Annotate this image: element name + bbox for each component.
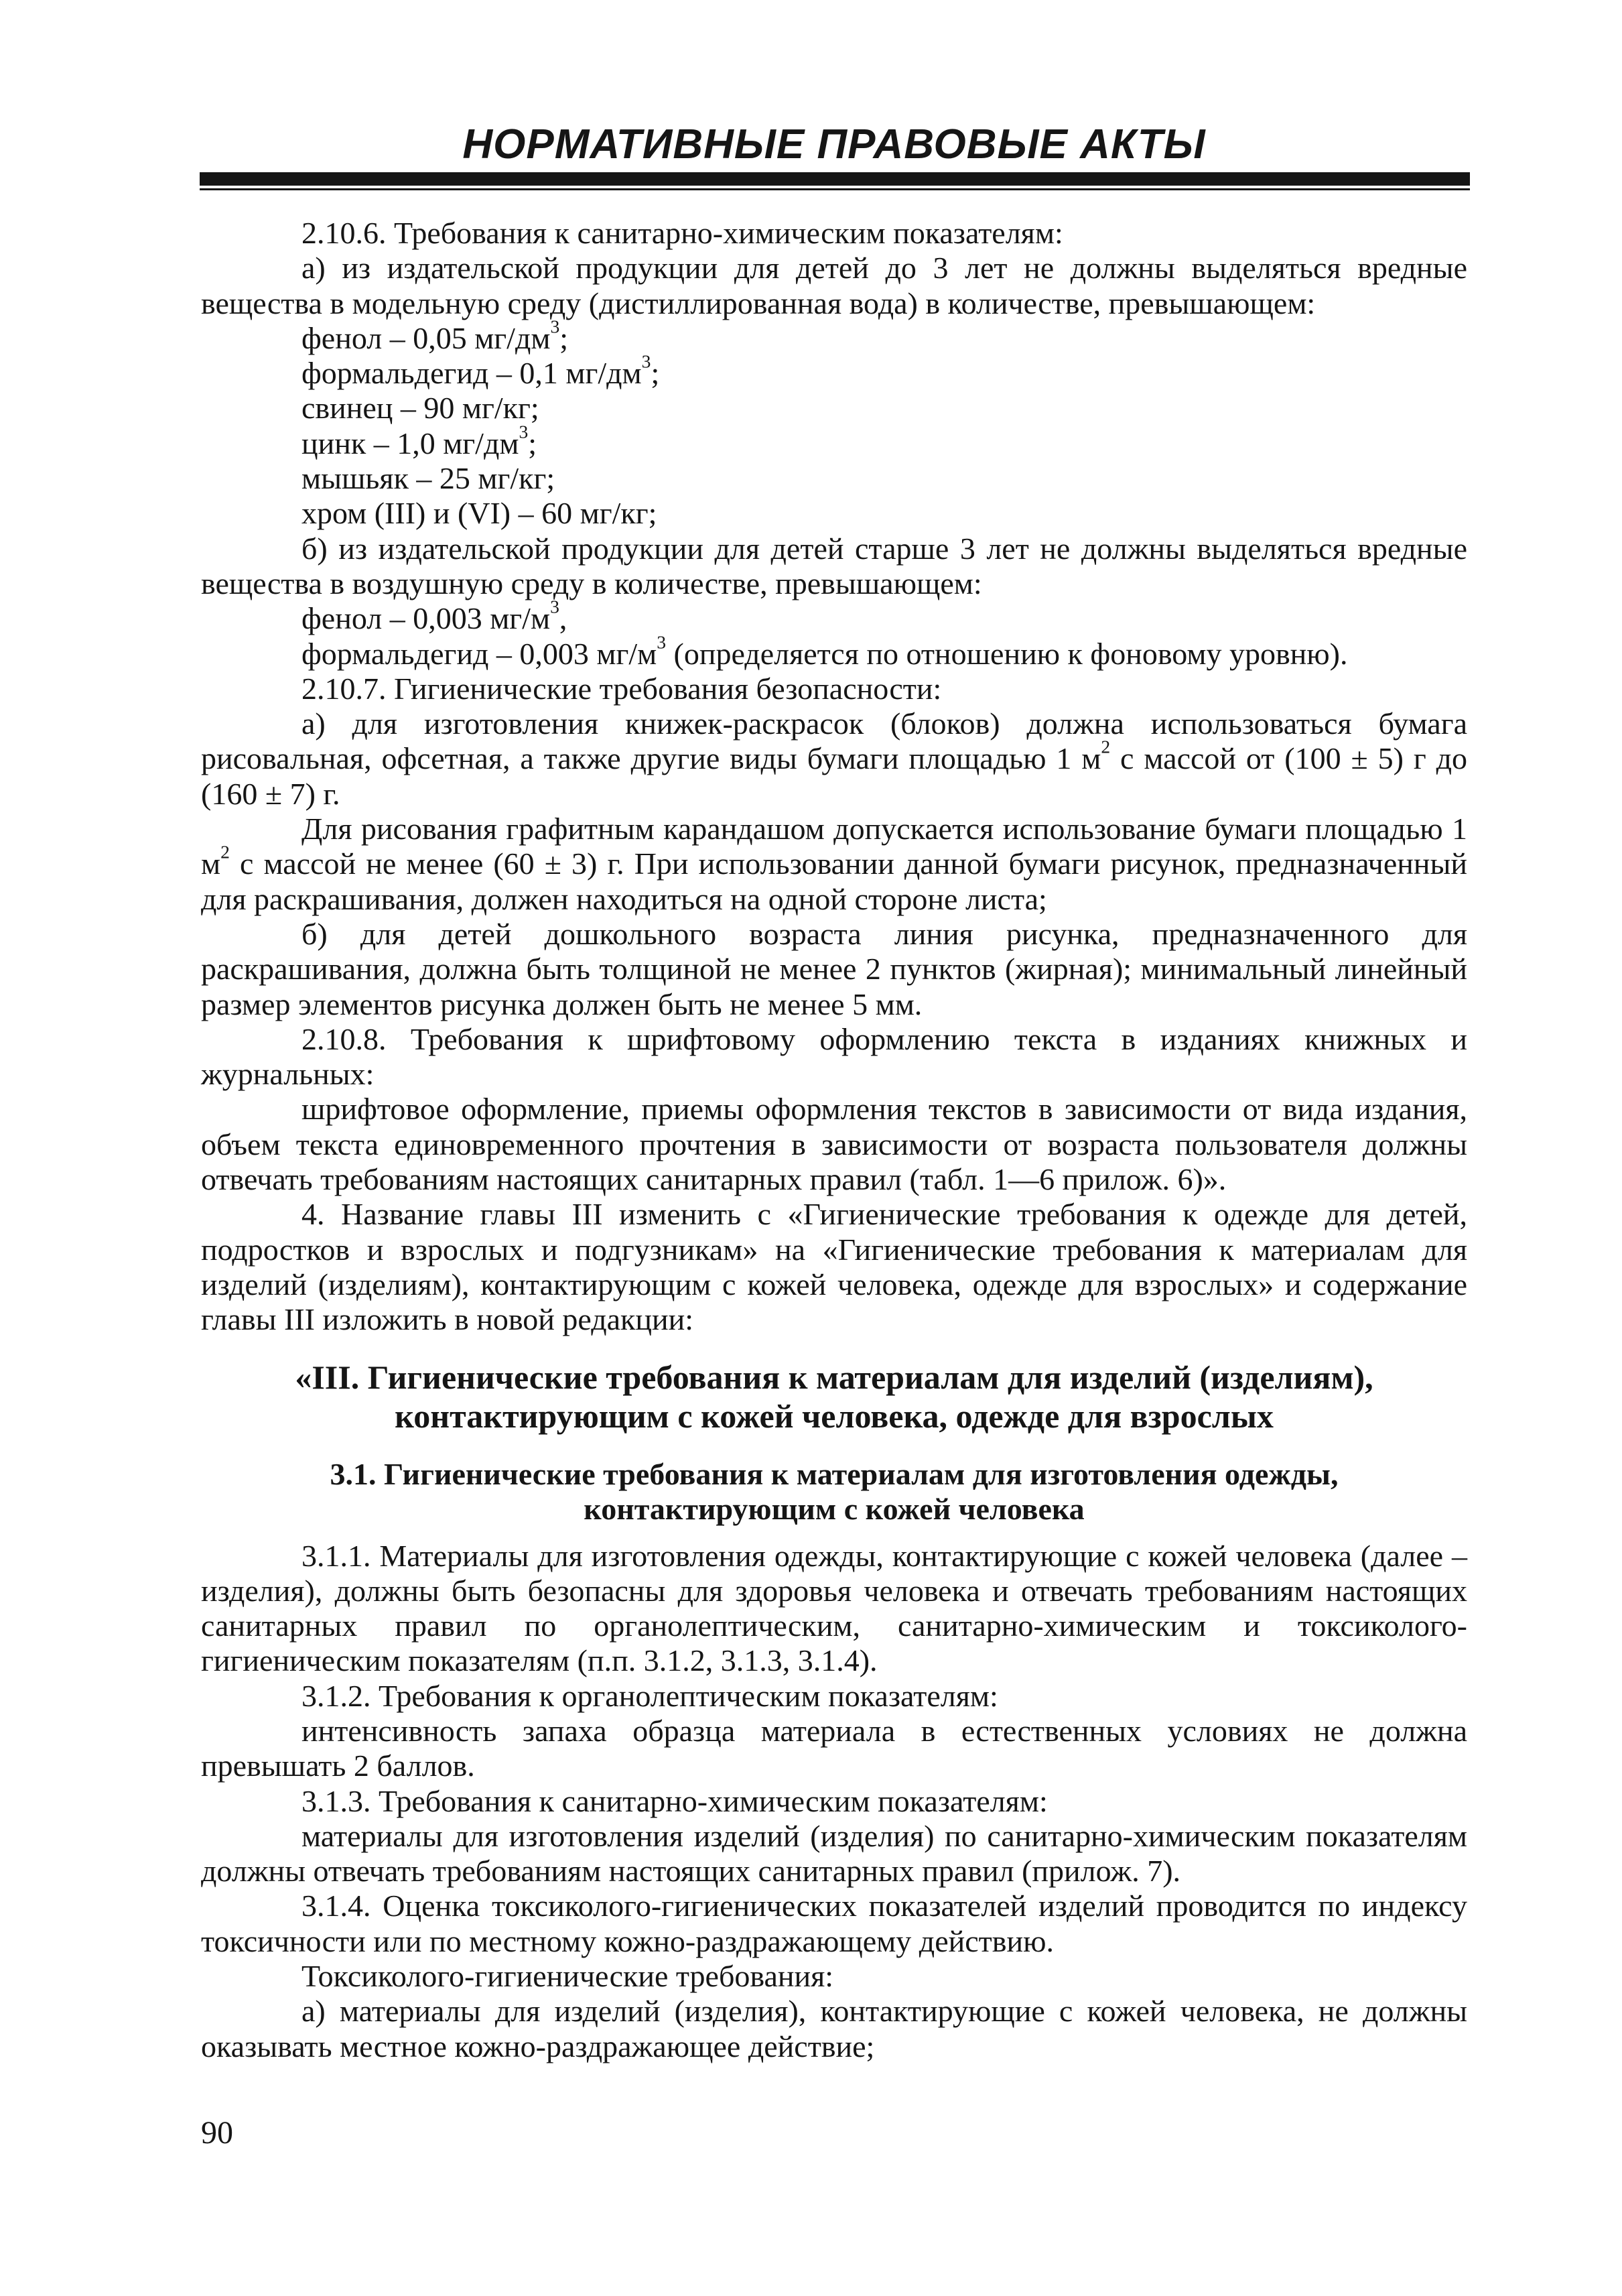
paragraph — [201, 812, 1467, 917]
text: формальдегид – 0,1 мг/дм — [301, 356, 642, 391]
text: с массой от (100 ± 5) г до (160 ± 7) г. — [201, 741, 1467, 811]
superscript: 3 — [641, 350, 651, 372]
text: фенол – 0,05 мг/дм — [301, 320, 551, 355]
paragraph: а) из издательской продукции для детей до 3 лет не должны выделяться вредные вещества в модельную среду (дистиллированная вода) в количестве, превышающем: — [201, 251, 1467, 320]
text: , — [559, 601, 567, 636]
page-header-title: НОРМАТИВНЫЕ ПРАВОВЫЕ АКТЫ — [462, 121, 1206, 168]
paragraph: 2.10.6. Требования к санитарно-химическим показателям: — [301, 216, 1063, 250]
text: (определяется по отношению к фоновому уровню). — [666, 636, 1348, 671]
paragraph: интенсивность запаха образца материала в естественных условиях не должна превышать 2 баллов. — [201, 1713, 1467, 1783]
superscript: 2 — [1101, 737, 1111, 757]
superscript: 3 — [519, 421, 529, 442]
section-heading: 3.1. Гигиенические требования к материалам для изготовления одежды, контактирующим с кожей человека — [330, 1456, 1339, 1526]
paragraph: б) из издательской продукции для детей старше 3 лет не должны выделяться вредные вещества в воздушную среду в количестве, превышающем: — [201, 531, 1467, 600]
paragraph: материалы для изготовления изделий (изделия) по санитарно-химическим показателям должны отвечать требованиям настоящих санитарных правил (прилож. 7). — [201, 1818, 1467, 1889]
list-item: свинец – 90 мг/кг; — [301, 391, 539, 426]
header-rule-thin — [200, 188, 1470, 190]
list-item: хром (III) и (VI) – 60 мг/кг; — [301, 496, 657, 531]
text: фенол – 0,003 мг/м — [301, 601, 551, 636]
list-item: мышьяк – 25 мг/кг; — [301, 461, 555, 496]
superscript: 3 — [550, 316, 560, 337]
text: цинк – 1,0 мг/дм — [301, 426, 519, 460]
list-item — [201, 596, 1467, 636]
text: ; — [528, 426, 537, 460]
superscript: 2 — [220, 841, 230, 863]
list-item — [201, 631, 1467, 672]
text: ; — [651, 356, 660, 391]
page-number: 90 — [201, 2115, 233, 2151]
paragraph: б) для детей дошкольного возраста линия рисунка, предназначенного для раскрашивания, должна быть толщиной не менее 2 пунктов (жирная); минимальный линейный размер элементов рисунка должен быть не менее 5 мм. — [201, 916, 1467, 1021]
text: с массой не менее (60 ± 3) г. При использовании данной бумаги рисунок, предназначенный для раскрашивания, должен находиться на одной стороне листа; — [201, 846, 1467, 916]
text: формальдегид – 0,003 мг/м — [301, 636, 657, 671]
paragraph: 3.1.4. Оценка токсиколого-гигиенических показателей изделий проводится по индексу токсичности или по местному кожно-раздражающему действию. — [201, 1889, 1467, 1958]
list-item — [201, 350, 1467, 391]
chapter-heading: «III. Гигиенические требования к материалам для изделий (изделиям), контактирующим с кожей человека, одежде для взрослых — [295, 1358, 1373, 1435]
paragraph: 2.10.8. Требования к шрифтовому оформлению текста в изданиях книжных и журнальных: — [201, 1021, 1467, 1092]
paragraph: 3.1.3. Требования к санитарно-химическим показателям: — [301, 1783, 1048, 1818]
list-item — [201, 316, 1467, 356]
text: ; — [559, 320, 569, 355]
paragraph: Токсиколого-гигиенические требования: — [301, 1959, 834, 1994]
text: а) для изготовления книжек-раскрасок (блоков) должна использоваться бумага рисовальная, офсетная, а также другие виды бумаги площадью 1 м — [201, 706, 1467, 776]
superscript: 3 — [657, 631, 667, 653]
superscript: 3 — [550, 596, 559, 617]
paragraph: шрифтовое оформление, приемы оформления текстов в зависимости от вида издания, объем текста единовременного прочтения в зависимости от возраста пользователя должны отвечать требованиям настоящих санитарных правил (табл. 1—6 прилож. 6)». — [201, 1092, 1467, 1197]
list-item — [201, 421, 1467, 461]
paragraph: 2.10.7. Гигиенические требования безопасности: — [301, 671, 942, 706]
paragraph: 3.1.1. Материалы для изготовления одежды, контактирующие с кожей человека (далее – изделия), должны быть безопасны для здоровья человека и отвечать требованиям настоящих санитарных правил по органолептическим, санитарно-химическим и токсиколого-гигиеническим показателям (п.п. 3.1.2, 3.1.3, 3.1.4). — [201, 1538, 1467, 1678]
paragraph: 4. Название главы III изменить с «Гигиенические требования к одежде для детей, подростков и взрослых и подгузникам» на «Гигиенические требования к материалам для изделий (изделиям), контактирующим с кожей человека, одежде для взрослых» и содержание главы III изложить в новой редакции: — [201, 1197, 1467, 1337]
paragraph: 3.1.2. Требования к органолептическим показателям: — [301, 1678, 998, 1713]
paragraph: а) материалы для изделий (изделия), контактирующие с кожей человека, не должны оказывать местное кожно-раздражающее действие; — [201, 1994, 1467, 2063]
document-body — [201, 216, 1467, 2064]
text: Для рисования графитным карандашом допускается использование бумаги площадью 1 м — [201, 812, 1467, 881]
header-rule — [200, 172, 1470, 186]
paragraph — [201, 706, 1467, 812]
